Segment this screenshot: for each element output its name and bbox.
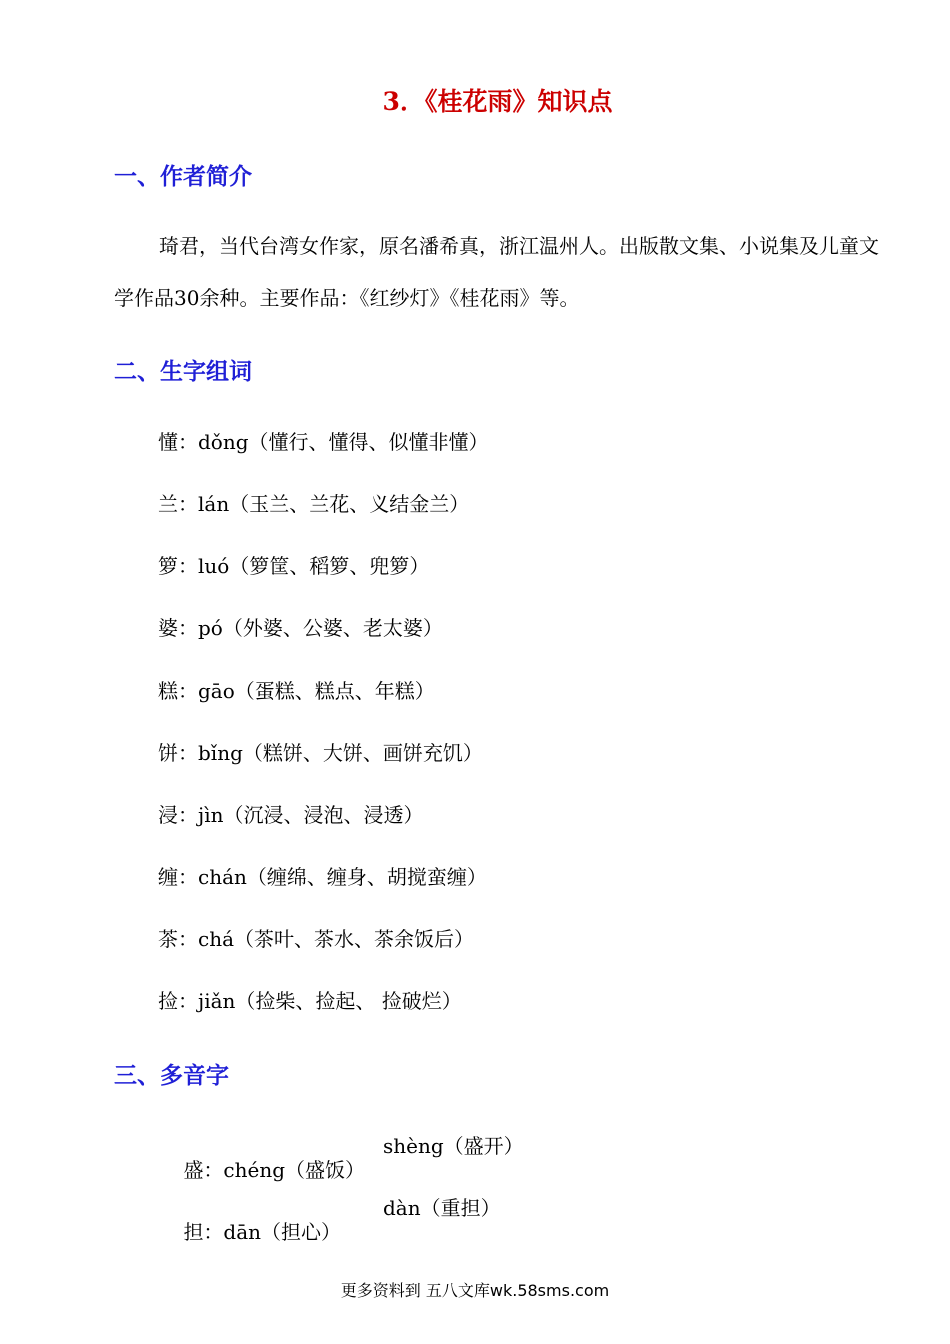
section-heading-author: 一、作者简介 bbox=[114, 163, 252, 190]
word-entry: 缠：chán（缠绵、缠身、胡搅蛮缠） bbox=[158, 865, 487, 889]
polyphone-reading-2: shèng（盛开） bbox=[383, 1134, 524, 1158]
author-paragraph bbox=[114, 220, 889, 324]
word-entry: 饼：bǐng（糕饼、大饼、画饼充饥） bbox=[158, 741, 483, 765]
word-entry: 糕：gāo（蛋糕、糕点、年糕） bbox=[158, 679, 435, 703]
page-title: 3．《桂花雨》知识点 bbox=[382, 87, 613, 116]
word-entry: 婆：pó（外婆、公婆、老太婆） bbox=[158, 616, 443, 640]
word-entry: 捡：jiǎn（捡柴、捡起、 捡破烂） bbox=[158, 989, 462, 1013]
word-entry: 兰：lán（玉兰、兰花、义结金兰） bbox=[158, 492, 470, 516]
polyphone-reading-1: 担：dān（担心） bbox=[183, 1220, 342, 1244]
word-entry: 懂：dǒng（懂行、懂得、似懂非懂） bbox=[158, 430, 489, 454]
author-paragraph-text: 琦君，当代台湾女作家，原名潘希真，浙江温州人。出版散文集、小说集及儿童文学作品30余种。主要作品：《红纱灯》《桂花雨》等。 bbox=[114, 234, 879, 310]
section-heading-words: 二、生字组词 bbox=[114, 358, 252, 385]
section-heading-polyphones: 三、多音字 bbox=[114, 1062, 229, 1089]
word-entry: 浸：jìn（沉浸、浸泡、浸透） bbox=[158, 803, 424, 827]
polyphone-reading-1: 盛：chéng（盛饭） bbox=[183, 1158, 366, 1182]
word-entry: 茶：chá（茶叶、茶水、茶余饭后） bbox=[158, 927, 475, 951]
polyphone-reading-2: dàn（重担） bbox=[383, 1196, 501, 1220]
word-entry: 箩：luó（箩筐、稻箩、兜箩） bbox=[158, 554, 430, 578]
footer-watermark: 更多资料到 五八文库wk.58sms.com bbox=[340, 1281, 610, 1300]
